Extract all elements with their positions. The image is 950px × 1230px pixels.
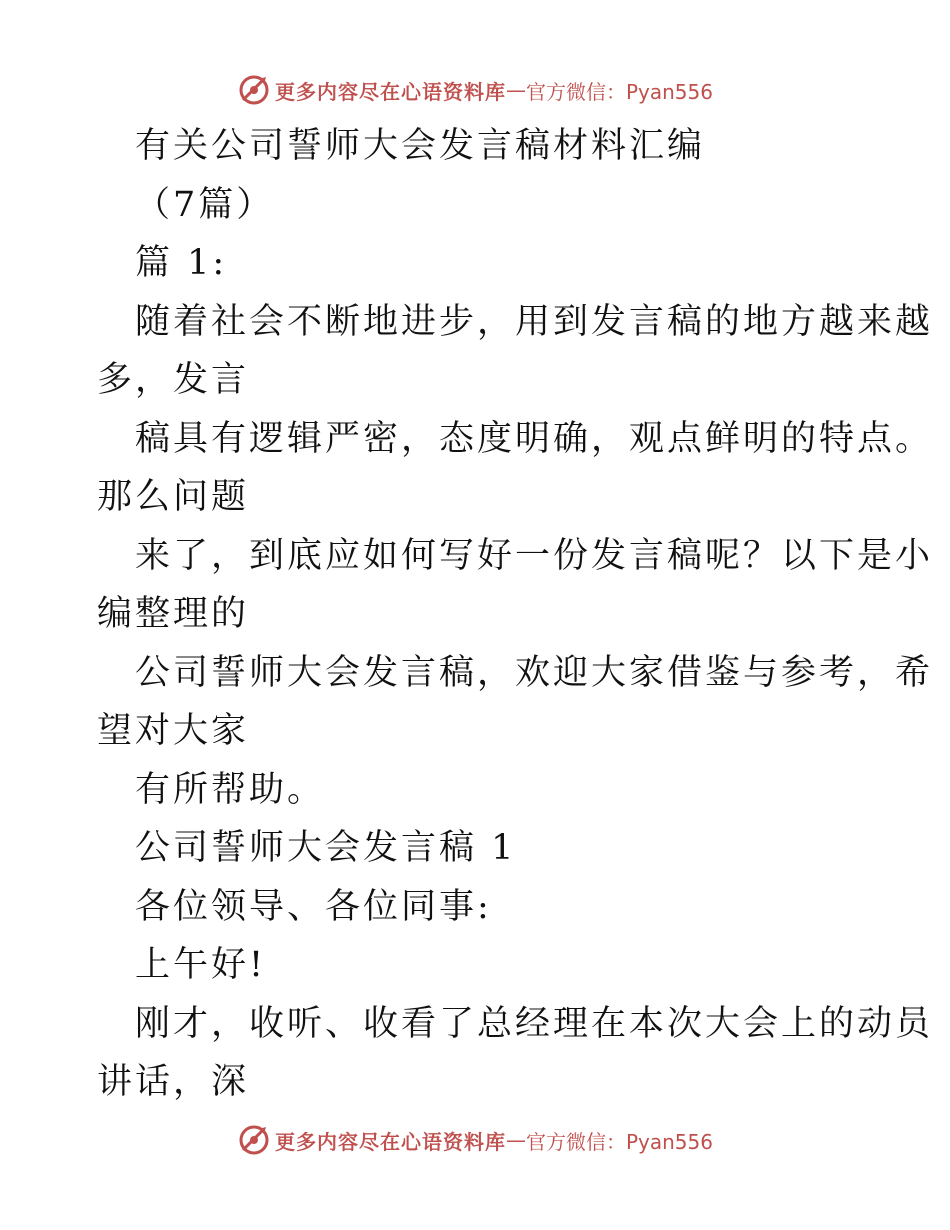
watermark-brand-text: 更多内容尽在心语资料库 (274, 79, 506, 104)
paragraph-line: 公司誓师大会发言稿，欢迎大家借鉴与参考，希 (135, 653, 934, 693)
paragraph-line: 稿具有逻辑严密，态度明确，观点鲜明的特点。 (135, 419, 934, 459)
speech-heading: 公司誓师大会发言稿 1 (135, 828, 517, 868)
watermark-separator: — (505, 1128, 526, 1152)
brand-logo-icon (237, 1123, 271, 1157)
paragraph-line: 来了，到底应如何写好一份发言稿呢？以下是小 (135, 536, 934, 576)
paragraph-line: 有所帮助。 (135, 770, 326, 810)
watermark-separator: — (505, 78, 526, 102)
footer-watermark (0, 1120, 950, 1160)
watermark-contact-text: 官方微信：Pyan556 (525, 1129, 713, 1154)
paragraph-line: 编整理的 (97, 594, 250, 634)
watermark-brand-text: 更多内容尽在心语资料库 (274, 1129, 506, 1154)
paragraph-line: 望对大家 (97, 711, 250, 751)
salutation: 各位领导、各位同事: (135, 887, 492, 927)
greeting: 上午好! (135, 945, 267, 985)
brand-logo-icon (237, 73, 271, 107)
paragraph-line: 讲话，深 (97, 1062, 250, 1102)
document-subtitle: （7篇） (135, 185, 275, 225)
paragraph-line: 那么问题 (97, 477, 250, 517)
paragraph-line: 刚才，收听、收看了总经理在本次大会上的动员 (135, 1004, 934, 1044)
header-watermark (0, 70, 950, 110)
paragraph-line: 随着社会不断地进步，用到发言稿的地方越来越 (135, 302, 934, 342)
watermark-contact-text: 官方微信：Pyan556 (525, 79, 713, 104)
section-heading: 篇 1: (135, 243, 228, 283)
document-title: 有关公司誓师大会发言稿材料汇编 (135, 126, 706, 166)
paragraph-line: 多，发言 (97, 360, 250, 400)
